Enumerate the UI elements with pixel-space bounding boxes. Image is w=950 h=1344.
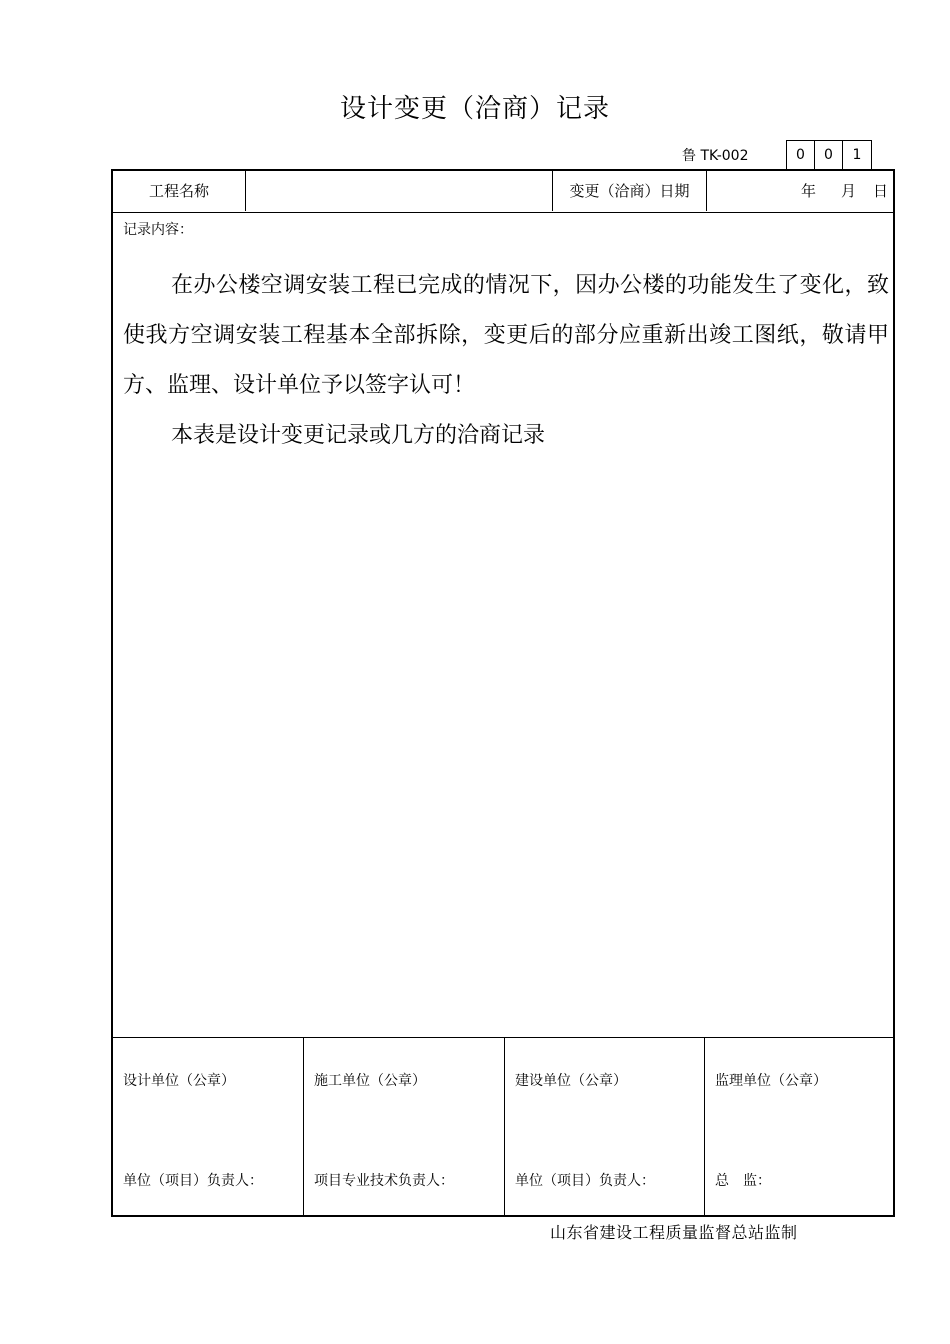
change-date-field[interactable] <box>707 171 895 211</box>
form-number-boxes <box>786 140 872 169</box>
signature-column-owner <box>505 1038 705 1216</box>
form-number-digit: 0 <box>787 141 815 169</box>
day-label: 日 <box>873 182 889 200</box>
change-date-label: 变更（洽商）日期 <box>553 171 707 211</box>
signature-column-design <box>113 1038 304 1216</box>
year-label: 年 <box>801 182 817 200</box>
signature-area <box>113 1037 893 1216</box>
supervision-unit-label: 监理单位（公章） <box>715 1073 827 1089</box>
construction-unit-label: 施工单位（公章） <box>314 1073 426 1089</box>
owner-unit-label: 建设单位（公章） <box>515 1073 627 1089</box>
form-header-row <box>113 171 893 213</box>
month-label: 月 <box>841 182 857 200</box>
page-title: 设计变更（洽商）记录 <box>339 94 610 124</box>
project-name-label: 工程名称 <box>113 171 246 211</box>
construction-person-label: 项目专业技术负责人： <box>314 1173 454 1189</box>
form-code-label: 鲁 TK-002 <box>682 148 749 164</box>
content-paragraph: 本表是设计变更记录或几方的洽商记录 <box>171 423 546 448</box>
project-name-field[interactable] <box>246 171 553 211</box>
signature-column-supervision <box>705 1038 893 1216</box>
form-number-digit: 1 <box>852 147 862 163</box>
design-unit-label: 设计单位（公章） <box>123 1073 235 1089</box>
content-paragraph: 在办公楼空调安装工程已完成的情况下，因办公楼的功能发生了变化，致使我方空调安装工程基本全部拆除，变更后的部分应重新出竣工图纸，敬请甲方、监理、设计单位予以签字认可！ <box>123 273 889 398</box>
form-number-digit: 0 <box>815 141 843 169</box>
change-record-form <box>111 169 895 1217</box>
design-person-label: 单位（项目）负责人： <box>123 1173 263 1189</box>
signature-column-construction <box>304 1038 505 1216</box>
footer-issuer: 山东省建设工程质量监督总站监制 <box>550 1223 798 1242</box>
owner-person-label: 单位（项目）负责人： <box>515 1173 655 1189</box>
record-content-body <box>123 261 889 461</box>
record-content-label: 记录内容： <box>123 222 193 238</box>
supervision-person-label: 总 监： <box>715 1173 771 1189</box>
